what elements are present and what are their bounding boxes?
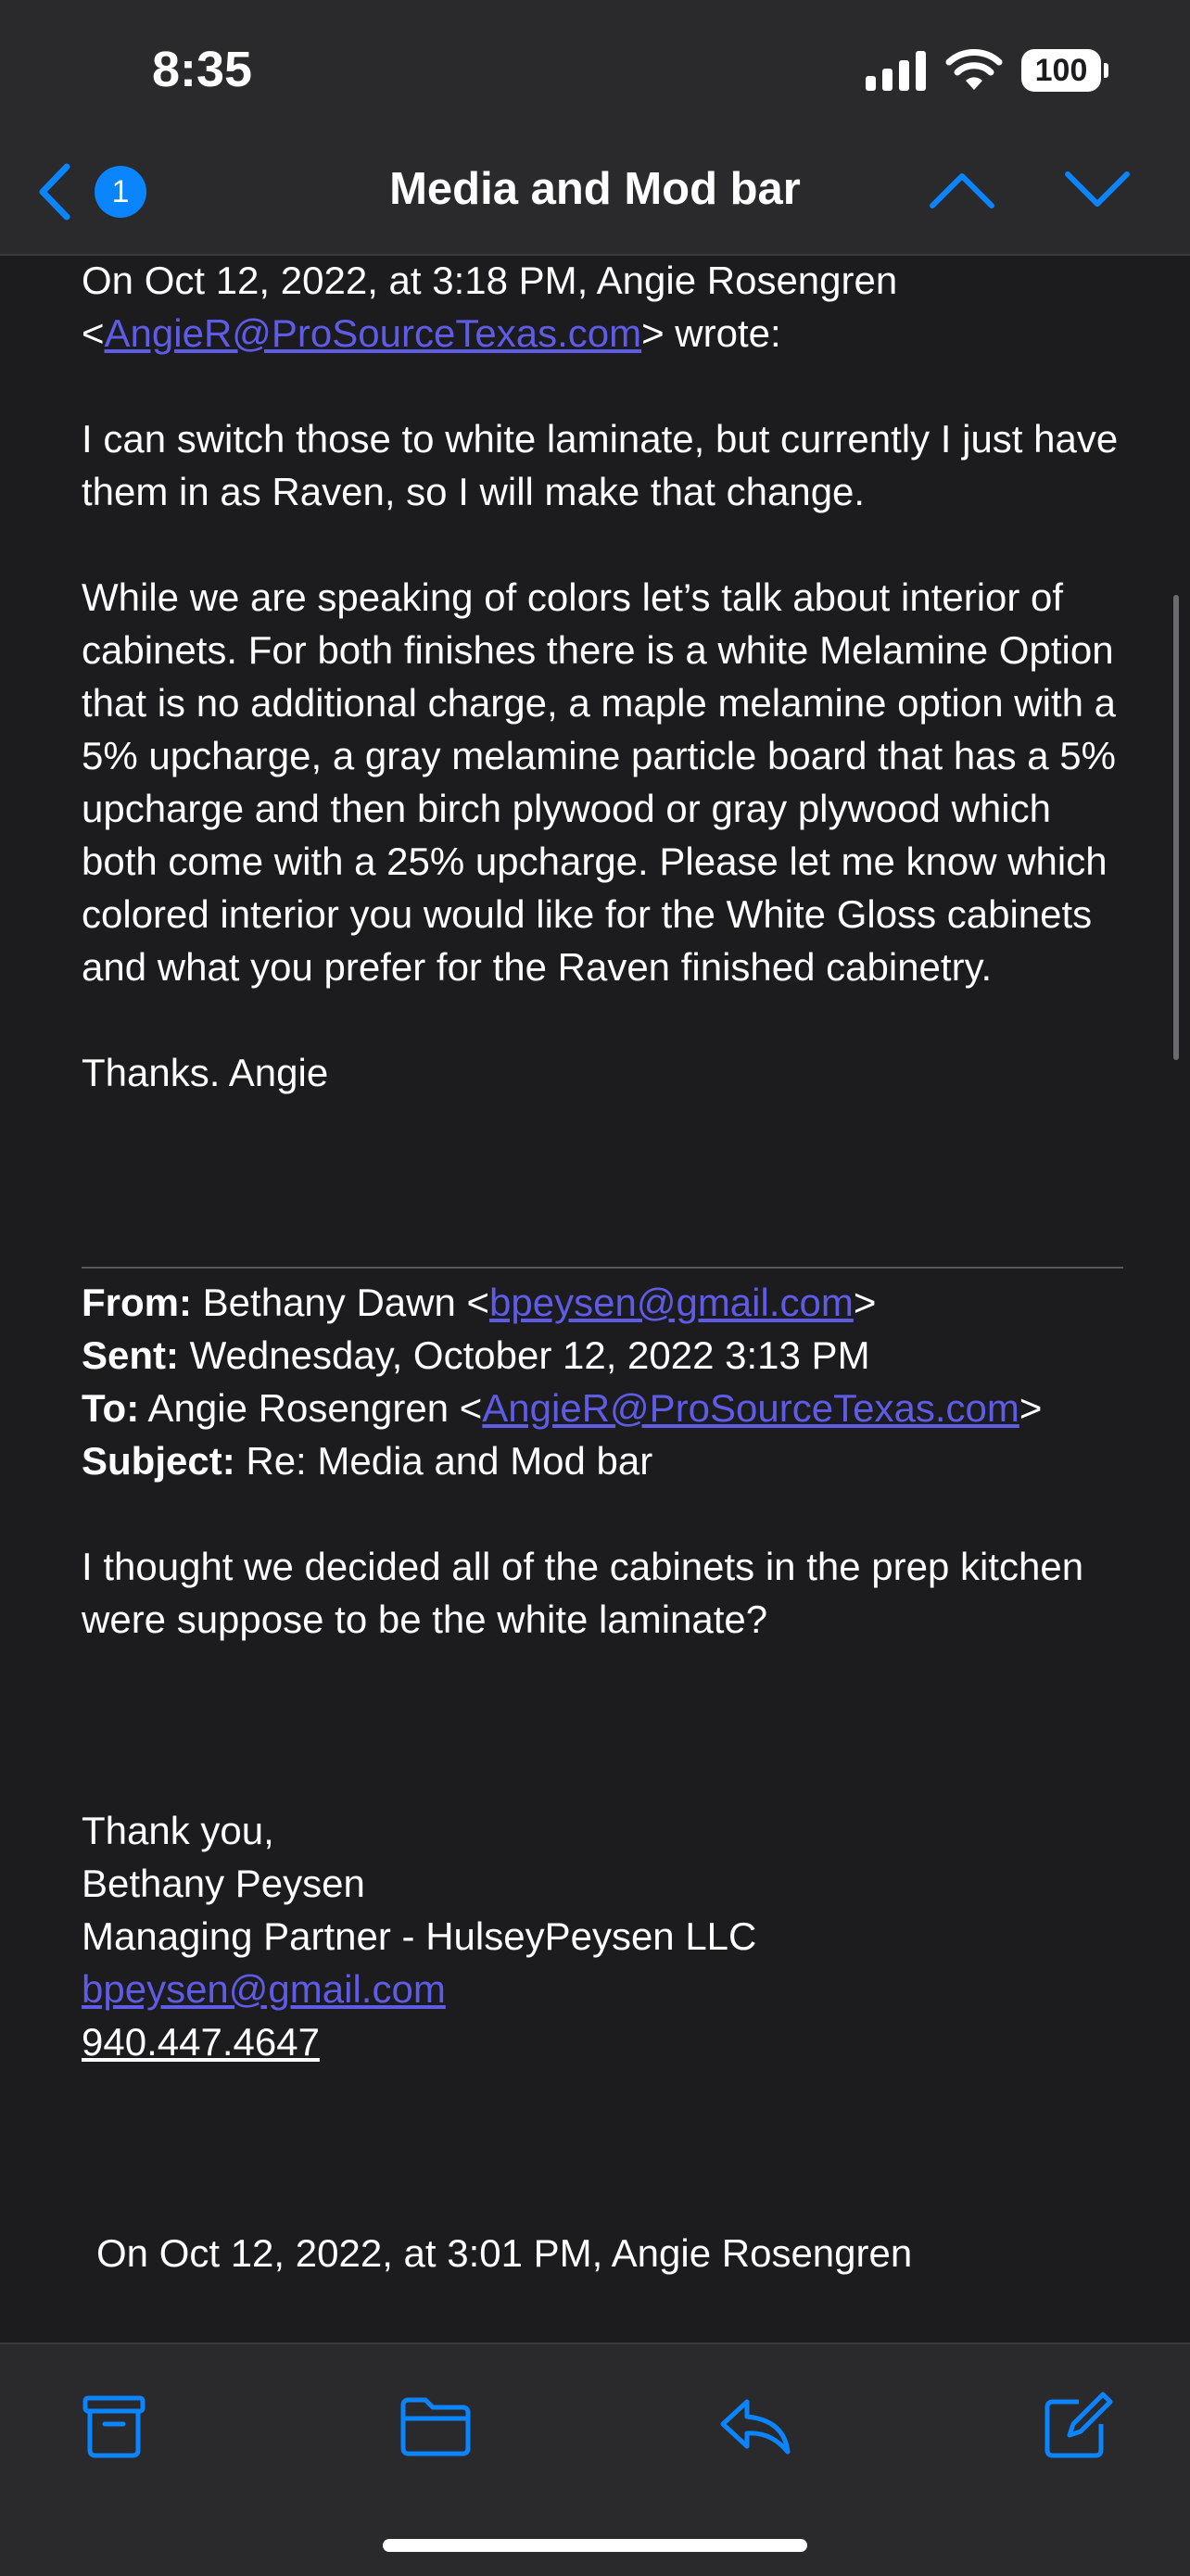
to-line: [82, 1382, 1129, 1434]
quote-email-link[interactable]: AngieR@ProSourceTexas.com: [104, 311, 642, 355]
message-subject-title: Media and Mod bar: [389, 164, 801, 214]
status-icons: [866, 44, 1101, 96]
home-indicator[interactable]: [383, 2539, 807, 2552]
message-divider: [82, 1267, 1123, 1269]
signature-closing: Thank you,: [82, 1809, 274, 1852]
status-time: 8:35: [152, 42, 253, 97]
quoted-header-line: [82, 254, 1129, 360]
subject-value: Re: Media and Mod bar: [234, 1439, 653, 1483]
reply-icon[interactable]: [714, 2389, 797, 2463]
battery-level: 100: [1034, 52, 1088, 88]
signature-title: Managing Partner - HulseyPeysen LLC: [82, 1914, 757, 1958]
body-paragraph-1: I can switch those to white laminate, but currently I just have them in as Raven, so I will make that change.: [82, 417, 1119, 513]
quote-email-open: <: [82, 311, 105, 355]
signature-name: Bethany Peysen: [82, 1862, 365, 1905]
subject-label: Subject:: [82, 1439, 235, 1483]
top-bar: [0, 0, 1190, 256]
sent-line: [82, 1329, 1129, 1382]
to-label: To:: [82, 1386, 140, 1430]
from-line: [82, 1276, 1129, 1329]
scrollbar[interactable]: [1173, 595, 1179, 1060]
sent-value: Wednesday, October 12, 2022 3:13 PM: [179, 1333, 870, 1377]
email-body[interactable]: [82, 254, 1129, 2342]
to-name: Angie Rosengren <: [139, 1386, 483, 1430]
quoted-header-line-2: On Oct 12, 2022, at 3:01 PM, Angie Rosengren: [96, 2231, 913, 2275]
archive-icon[interactable]: [72, 2389, 156, 2463]
compose-icon[interactable]: [1036, 2389, 1120, 2463]
to-email-link[interactable]: AngieR@ProSourceTexas.com: [482, 1386, 1019, 1430]
from-email-link[interactable]: bpeysen@gmail.com: [489, 1281, 854, 1324]
quote-wrote: > wrote:: [641, 311, 781, 355]
unread-count-badge[interactable]: 1: [95, 166, 146, 218]
from-label: From:: [82, 1281, 192, 1324]
next-message-icon[interactable]: [1062, 167, 1133, 213]
folder-icon[interactable]: [394, 2389, 477, 2463]
signature-phone-link[interactable]: 940.447.4647: [82, 2020, 320, 2064]
signature-email-link[interactable]: bpeysen@gmail.com: [82, 1967, 446, 2011]
sent-label: Sent:: [82, 1333, 179, 1377]
quote-attribution: On Oct 12, 2022, at 3:18 PM, Angie Rosengren: [82, 259, 898, 302]
subject-line: [82, 1434, 1129, 1487]
from-name: Bethany Dawn <: [192, 1281, 490, 1324]
to-email-close: >: [1019, 1386, 1043, 1430]
body-paragraph-2: While we are speaking of colors let’s talk about interior of cabinets. For both finishes there is a white Melamine Option that is no additional charge, a maple melamine option with a 5% upcharge, a gray melamine particle board that has a 5% upcharge and then birch plywood or gray plywood which both come with a 25% upcharge. Please let me know which colored interior you would like for the White Gloss cabinets and what you prefer for the Raven finished cabinetry.: [82, 575, 1116, 989]
wifi-icon: [945, 49, 1003, 92]
previous-message-icon[interactable]: [927, 167, 997, 213]
from-email-close: >: [853, 1281, 877, 1324]
cellular-signal-icon: [866, 50, 927, 91]
reply-paragraph: I thought we decided all of the cabinets in the prep kitchen were suppose to be the white laminate?: [82, 1545, 1084, 1641]
battery-indicator: [1021, 49, 1101, 92]
body-signoff: Thanks. Angie: [82, 1051, 329, 1094]
